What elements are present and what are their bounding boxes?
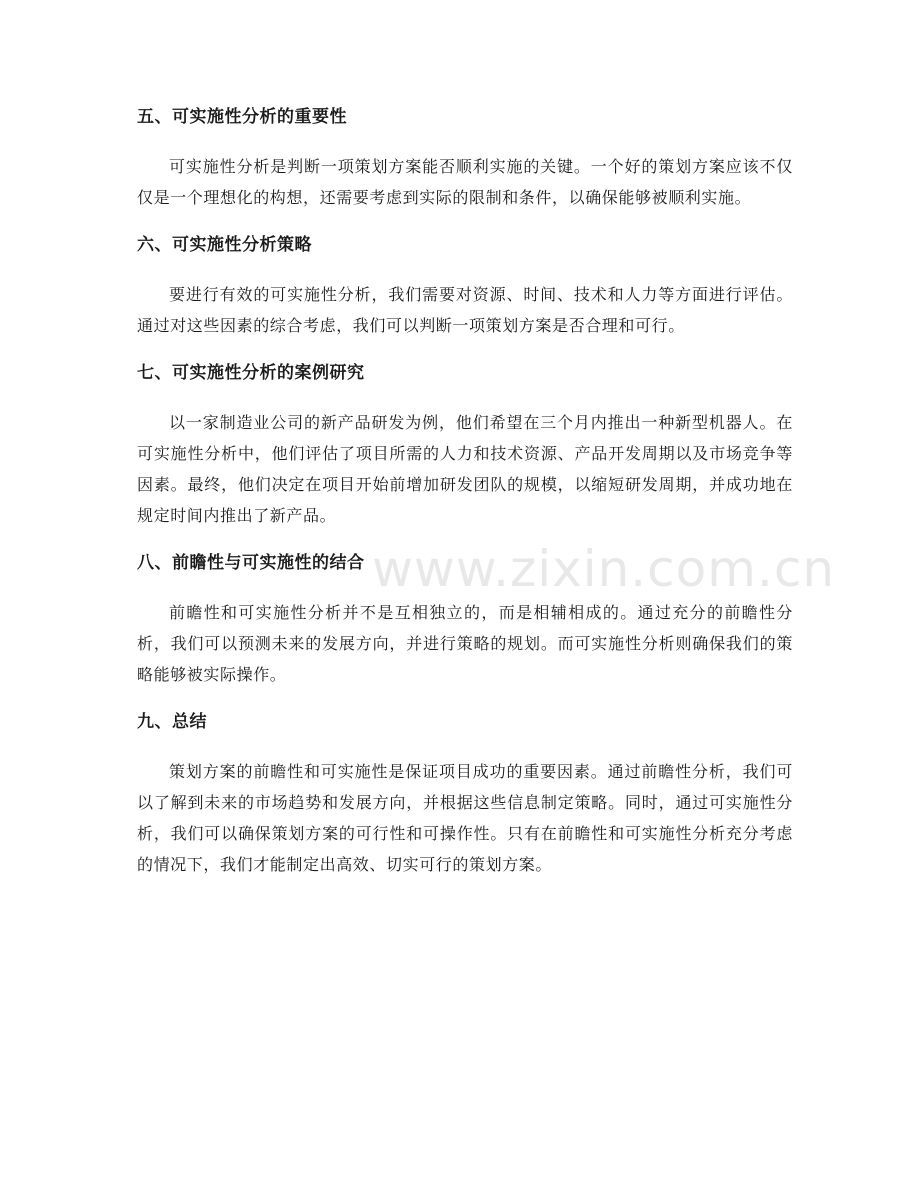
section-9 xyxy=(137,708,793,880)
section-paragraph: 前瞻性和可实施性分析并不是互相独立的，而是相辅相成的。通过充分的前瞻性分析，我们可以预测未来的发展方向，并进行策略的规划。而可实施性分析则确保我们的策略能够被实际操作。 xyxy=(137,603,793,684)
section-paragraph: 要进行有效的可实施性分析，我们需要对资源、时间、技术和人力等方面进行评估。通过对这些因素的综合考虑，我们可以判断一项策划方案是否合理和可行。 xyxy=(137,285,793,335)
section-paragraph: 以一家制造业公司的新产品研发为例，他们希望在三个月内推出一种新型机器人。在可实施性分析中，他们评估了项目所需的人力和技术资源、产品开发周期以及市场竞争等因素。最终，他们决定在项目开始前增加研发团队的规模，以缩短研发周期，并成功地在规定时间内推出了新产品。 xyxy=(137,413,793,525)
section-6 xyxy=(137,231,793,341)
section-heading: 九、总结 xyxy=(137,712,207,732)
section-heading: 七、可实施性分析的案例研究 xyxy=(137,363,365,383)
section-5 xyxy=(137,103,793,213)
document-body xyxy=(137,103,793,898)
section-paragraph: 策划方案的前瞻性和可实施性是保证项目成功的重要因素。通过前瞻性分析，我们可以了解到未来的市场趋势和发展方向，并根据这些信息制定策略。同时，通过可实施性分析，我们可以确保策划方案的可行性和可操作性。只有在前瞻性和可实施性分析充分考虑的情况下，我们才能制定出高效、切实可行的策划方案。 xyxy=(137,762,793,874)
section-heading: 六、可实施性分析策略 xyxy=(137,235,312,255)
section-7 xyxy=(137,359,793,531)
section-heading: 八、前瞻性与可实施性的结合 xyxy=(137,553,365,573)
section-8 xyxy=(137,549,793,690)
watermark: www.zixin.com.cn xyxy=(372,540,836,598)
section-heading: 五、可实施性分析的重要性 xyxy=(137,107,347,127)
section-paragraph: 可实施性分析是判断一项策划方案能否顺利实施的关键。一个好的策划方案应该不仅仅是一个理想化的构想，还需要考虑到实际的限制和条件，以确保能够被顺利实施。 xyxy=(137,157,793,207)
